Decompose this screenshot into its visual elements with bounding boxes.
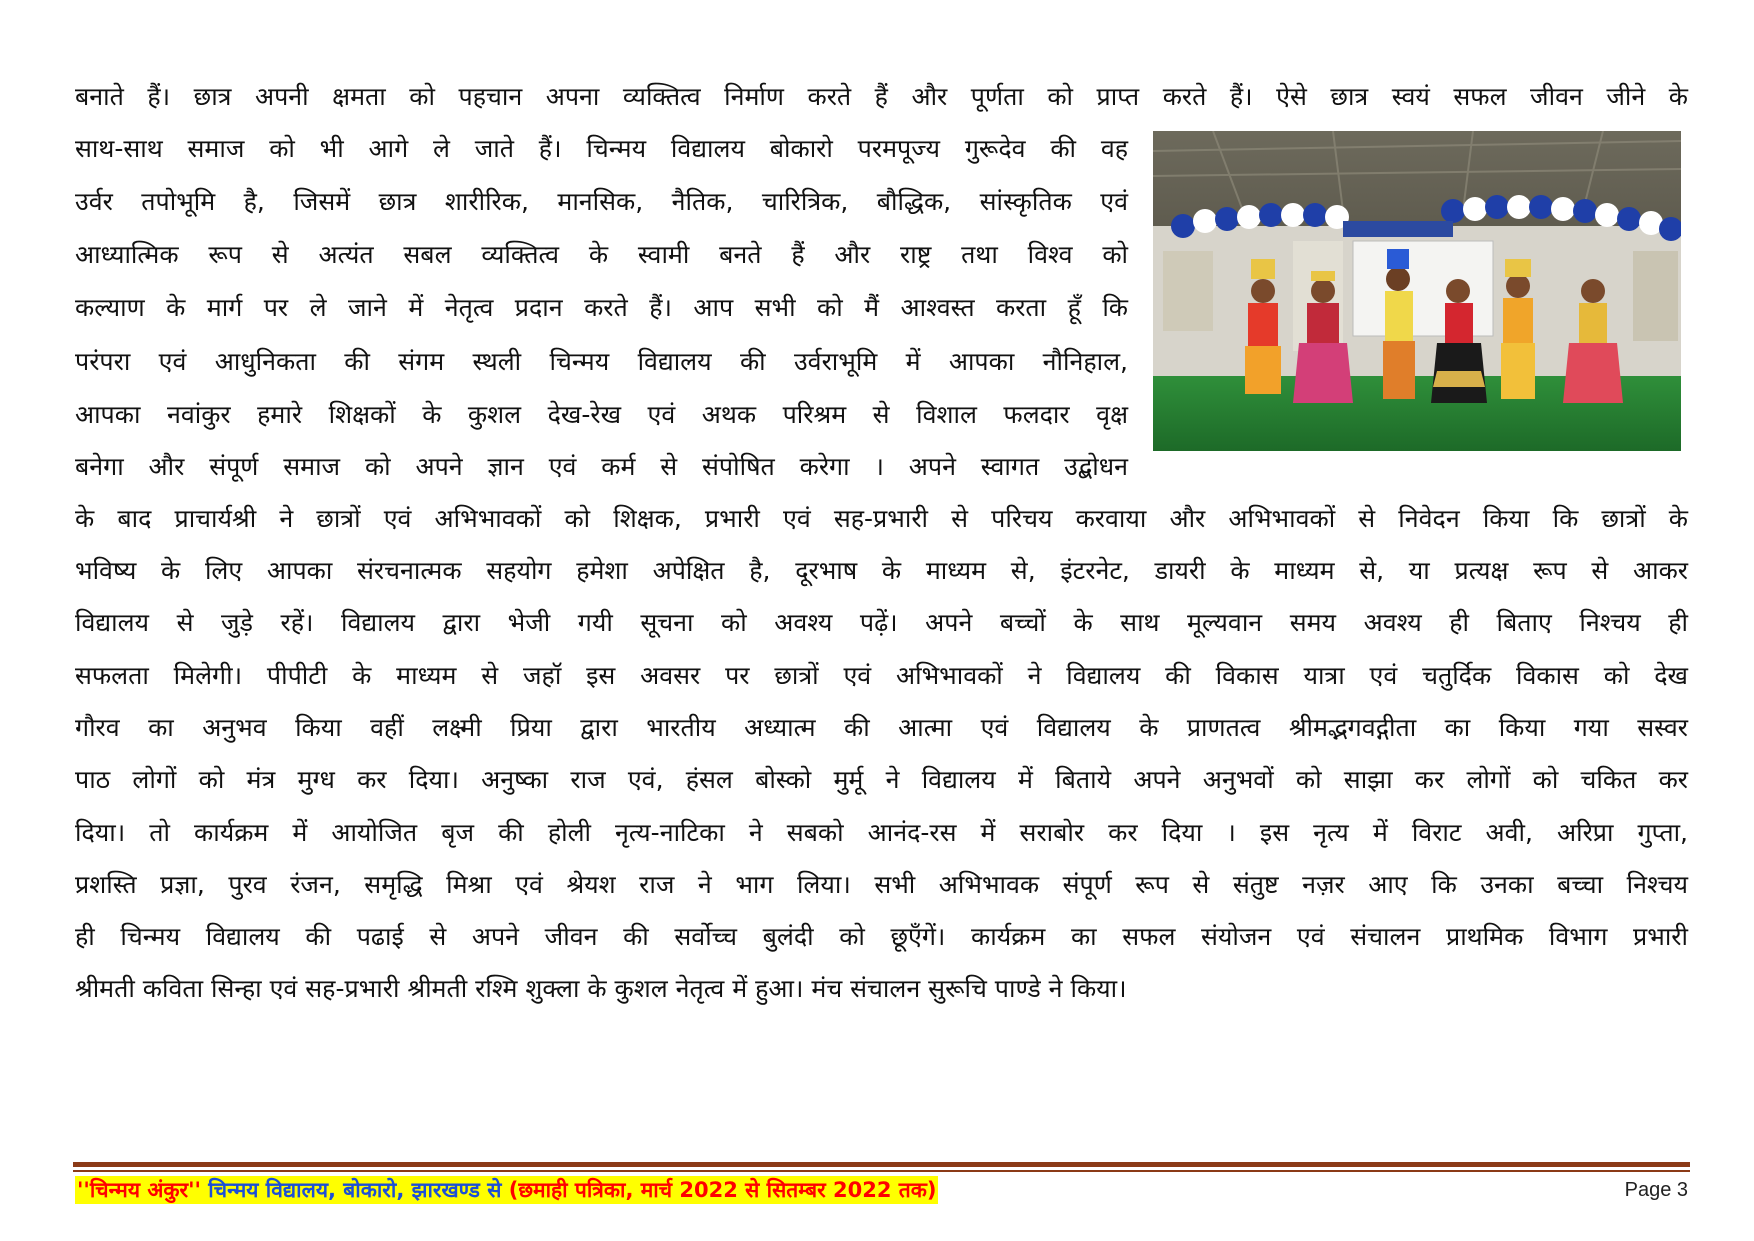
body-line: उर्वर तपोभूमि है, जिसमें छात्र शारीरिक, मानसिक, नैतिक, चारित्रिक, बौद्धिक, सांस्कृतिक एवं — [75, 187, 1128, 216]
body-line: प्रशस्ति प्रज्ञा, पुरव रंजन, समृद्धि मिश्रा एवं श्रेयश राज ने भाग लिया। सभी अभिभावक संपूर्ण रूप से संतुष्ट नज़र आए कि उनका बच्चा निश्चय — [75, 870, 1688, 899]
body-line: के बाद प्राचार्यश्री ने छात्रों एवं अभिभावकों को शिक्षक, प्रभारी एवं सह-प्रभारी से परिचय करवाया और अभिभावकों से निवेदन किया कि छात्रों के — [75, 504, 1688, 533]
footer-school-source: चिन्मय विद्यालय, बोकारो, झारखण्ड से — [208, 1178, 502, 1202]
body-line: गौरव का अनुभव किया वहीं लक्ष्मी प्रिया द्वारा भारतीय अध्यात्म की आत्मा एवं विद्यालय के प्राणतत्व श्रीमद्भगवद्गीता का किया गया सस्वर — [75, 713, 1688, 742]
body-line: पाठ लोगों को मंत्र मुग्ध कर दिया। अनुष्का राज एवं, हंसल बोस्को मुर्मू ने विद्यालय में बिताये अपने अनुभवों को साझा कर लोगों को चकित कर — [75, 765, 1688, 794]
body-line: कल्याण के मार्ग पर ले जाने में नेतृत्व प्रदान करते हैं। आप सभी को मैं आश्वस्त करता हूँ कि — [75, 293, 1128, 322]
footer-issue-dates: (छमाही पत्रिका, मार्च 2022 से सितम्बर 2022 तक) — [508, 1178, 937, 1202]
body-line: श्रीमती कविता सिन्हा एवं सह-प्रभारी श्रीमती रश्मि शुक्ला के कुशल नेतृत्व में हुआ। मंच संचालन सुरूचि पाण्डे ने किया। — [75, 974, 1127, 1003]
event-photo — [1153, 131, 1681, 451]
body-line: ही चिन्मय विद्यालय की पढाई से अपने जीवन की सर्वोच्च बुलंदी को छूएँगें। कार्यक्रम का सफल संयोजन एवं संचालन प्राथमिक विभाग प्रभारी — [75, 922, 1688, 951]
body-line: विद्यालय से जुड़े रहें। विद्यालय द्वारा भेजी गयी सूचना को अवश्य पढ़ें। अपने बच्चों के साथ मूल्यवान समय अवश्य ही बिताए निश्चय ही — [75, 608, 1688, 637]
footer-magazine-title: ''चिन्मय अंकुर'' — [77, 1178, 201, 1202]
footer-caption — [75, 1176, 938, 1204]
body-line: भविष्य के लिए आपका संरचनात्मक सहयोग हमेशा अपेक्षित है, दूरभाष के माध्यम से, इंटरनेट, डायरी के माध्यम से, या प्रत्यक्ष रूप से आकर — [75, 556, 1688, 585]
body-line: बनेगा और संपूर्ण समाज को अपने ज्ञान एवं कर्म से संपोषित करेगा । अपने स्वागत उद्बोधन — [75, 452, 1128, 481]
body-line: आध्यात्मिक रूप से अत्यंत सबल व्यक्तित्व के स्वामी बनते हैं और राष्ट्र तथा विश्व को — [75, 240, 1128, 269]
event-photo-illustration — [1153, 131, 1681, 451]
body-line: आपका नवांकुर हमारे शिक्षकों के कुशल देख-रेख एवं अथक परिश्रम से विशाल फलदार वृक्ष — [75, 400, 1128, 429]
page-number: Page 3 — [1624, 1179, 1688, 1201]
body-line: परंपरा एवं आधुनिकता की संगम स्थली चिन्मय विद्यालय की उर्वराभूमि में आपका नौनिहाल, — [75, 347, 1128, 376]
footer-rule-thin — [73, 1170, 1690, 1172]
footer-rule — [73, 1162, 1690, 1167]
body-line: साथ-साथ समाज को भी आगे ले जाते हैं। चिन्मय विद्यालय बोकारो परमपूज्य गुरूदेव की वह — [75, 134, 1128, 163]
body-line: दिया। तो कार्यक्रम में आयोजित बृज की होली नृत्य-नाटिका ने सबको आनंद-रस में सराबोर कर दिया । इस नृत्य में विराट अवी, अरिप्रा गुप्ता, — [75, 818, 1688, 847]
body-line: सफलता मिलेगी। पीपीटी के माध्यम से जहॉ इस अवसर पर छात्रों एवं अभिभावकों ने विद्यालय की विकास यात्रा एवं चतुर्दिक विकास को देख — [75, 661, 1688, 690]
body-line: बनाते हैं। छात्र अपनी क्षमता को पहचान अपना व्यक्तित्व निर्माण करते हैं और पूर्णता को प्राप्त करते हैं। ऐसे छात्र स्वयं सफल जीवन जीने के — [75, 82, 1688, 111]
